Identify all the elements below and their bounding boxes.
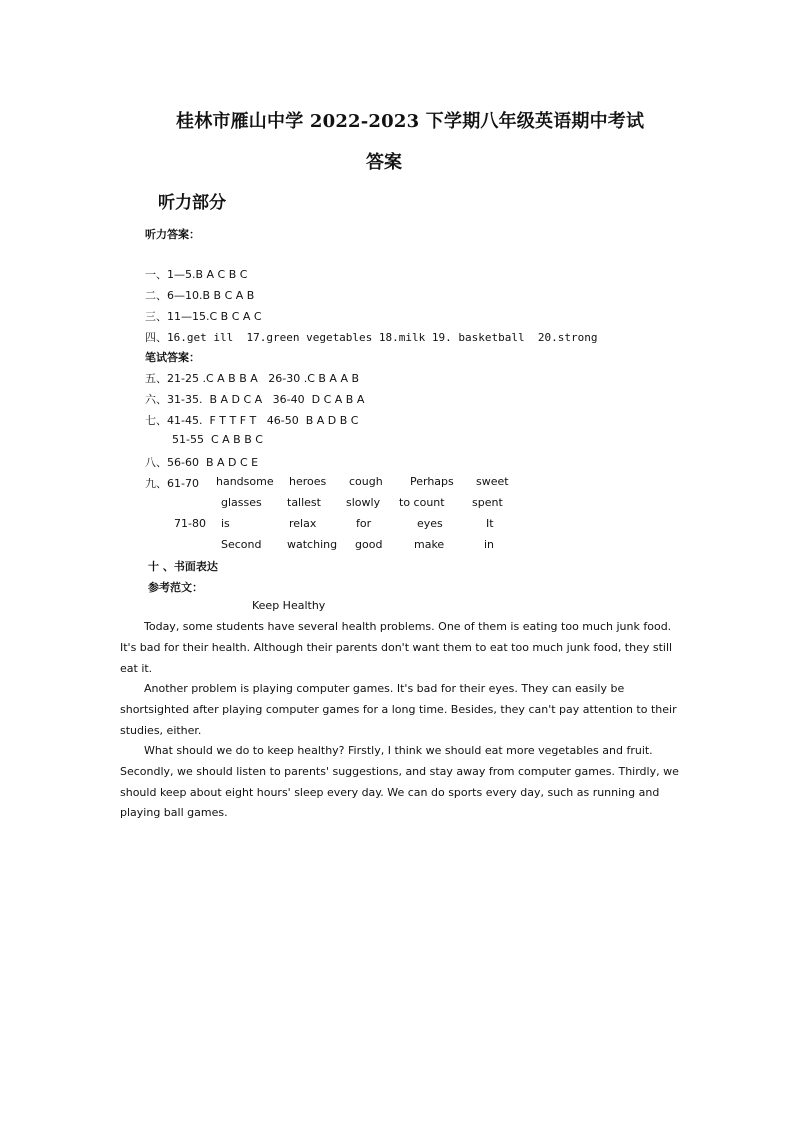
word-cell: make — [414, 538, 445, 551]
word-cell: Perhaps — [410, 475, 454, 488]
answer-row-8: 八、56-60 B A D C E — [145, 456, 259, 469]
word-cell: handsome — [216, 475, 274, 488]
essay-paragraph: What should we do to keep healthy? Firstly, I think we should eat more vegetables and fruit. Secondly, we should listen to parents' suggestions, and stay away from computer games. Thirdly, we should keep about eight hours' sleep every day. We can do sports every day, such as running and playing ball games. — [120, 744, 679, 820]
word-cell: watching — [287, 538, 338, 551]
written-answers-label: 笔试答案： — [145, 351, 200, 364]
word-cell: relax — [289, 517, 317, 530]
word-cell: heroes — [289, 475, 327, 488]
essay-title: Keep Healthy — [252, 599, 326, 612]
word-cell: good — [355, 538, 383, 551]
answer-row-5: 五、21-25 .C A B B A 26-30 .C B A A B — [145, 372, 360, 385]
essay-paragraph: Another problem is playing computer games. It's bad for their eyes. They can easily be shortsighted after playing computer games for a long time. Besides, they can't pay attention to their studies, either. — [120, 682, 677, 737]
word-cell: It — [486, 517, 494, 530]
word-cell: spent — [472, 496, 503, 509]
listening-section-title: 听力部分 — [158, 193, 226, 213]
word-cell: sweet — [476, 475, 509, 488]
answer-row-9-label: 九、61-70 — [145, 477, 199, 490]
answer-row-9-label-2: 71-80 — [174, 517, 206, 530]
answer-row-3: 三、11—15.C B C A C — [145, 310, 262, 323]
answer-row-1: 一、1—5.B A C B C — [145, 268, 248, 281]
word-cell: Second — [221, 538, 262, 551]
word-cell: cough — [349, 475, 383, 488]
listening-answers-label: 听力答案： — [145, 228, 200, 241]
document-subtitle: 答案 — [366, 152, 402, 173]
word-cell: to count — [399, 496, 445, 509]
word-cell: in — [484, 538, 495, 551]
word-cell: is — [221, 517, 230, 530]
essay-paragraph: Today, some students have several health problems. One of them is eating too much junk food. It's bad for their health. Although their parents don't want them to eat too much junk food, they still eat it. — [120, 620, 673, 675]
word-cell: eyes — [417, 517, 443, 530]
writing-section-label: 十 、书面表达 — [148, 560, 218, 573]
answer-row-2: 二、6—10.B B C A B — [145, 289, 255, 302]
answer-row-7: 七、41-45. F T T F T 46-50 B A D B C — [145, 414, 359, 427]
word-cell: for — [356, 517, 372, 530]
document-title: 桂林市雁山中学 2022-2023 下学期八年级英语期中考试 — [176, 111, 645, 132]
answer-row-6: 六、31-35. B A D C A 36-40 D C A B A — [145, 393, 365, 406]
word-cell: slowly — [346, 496, 381, 509]
sample-essay-label: 参考范文： — [148, 581, 203, 594]
word-cell: glasses — [221, 496, 262, 509]
word-cell: tallest — [287, 496, 321, 509]
answer-row-7b: 51-55 C A B B C — [172, 433, 263, 446]
answer-row-4: 四、16.get ill 17.green vegetables 18.milk 19. basketball 20.strong — [145, 331, 598, 344]
